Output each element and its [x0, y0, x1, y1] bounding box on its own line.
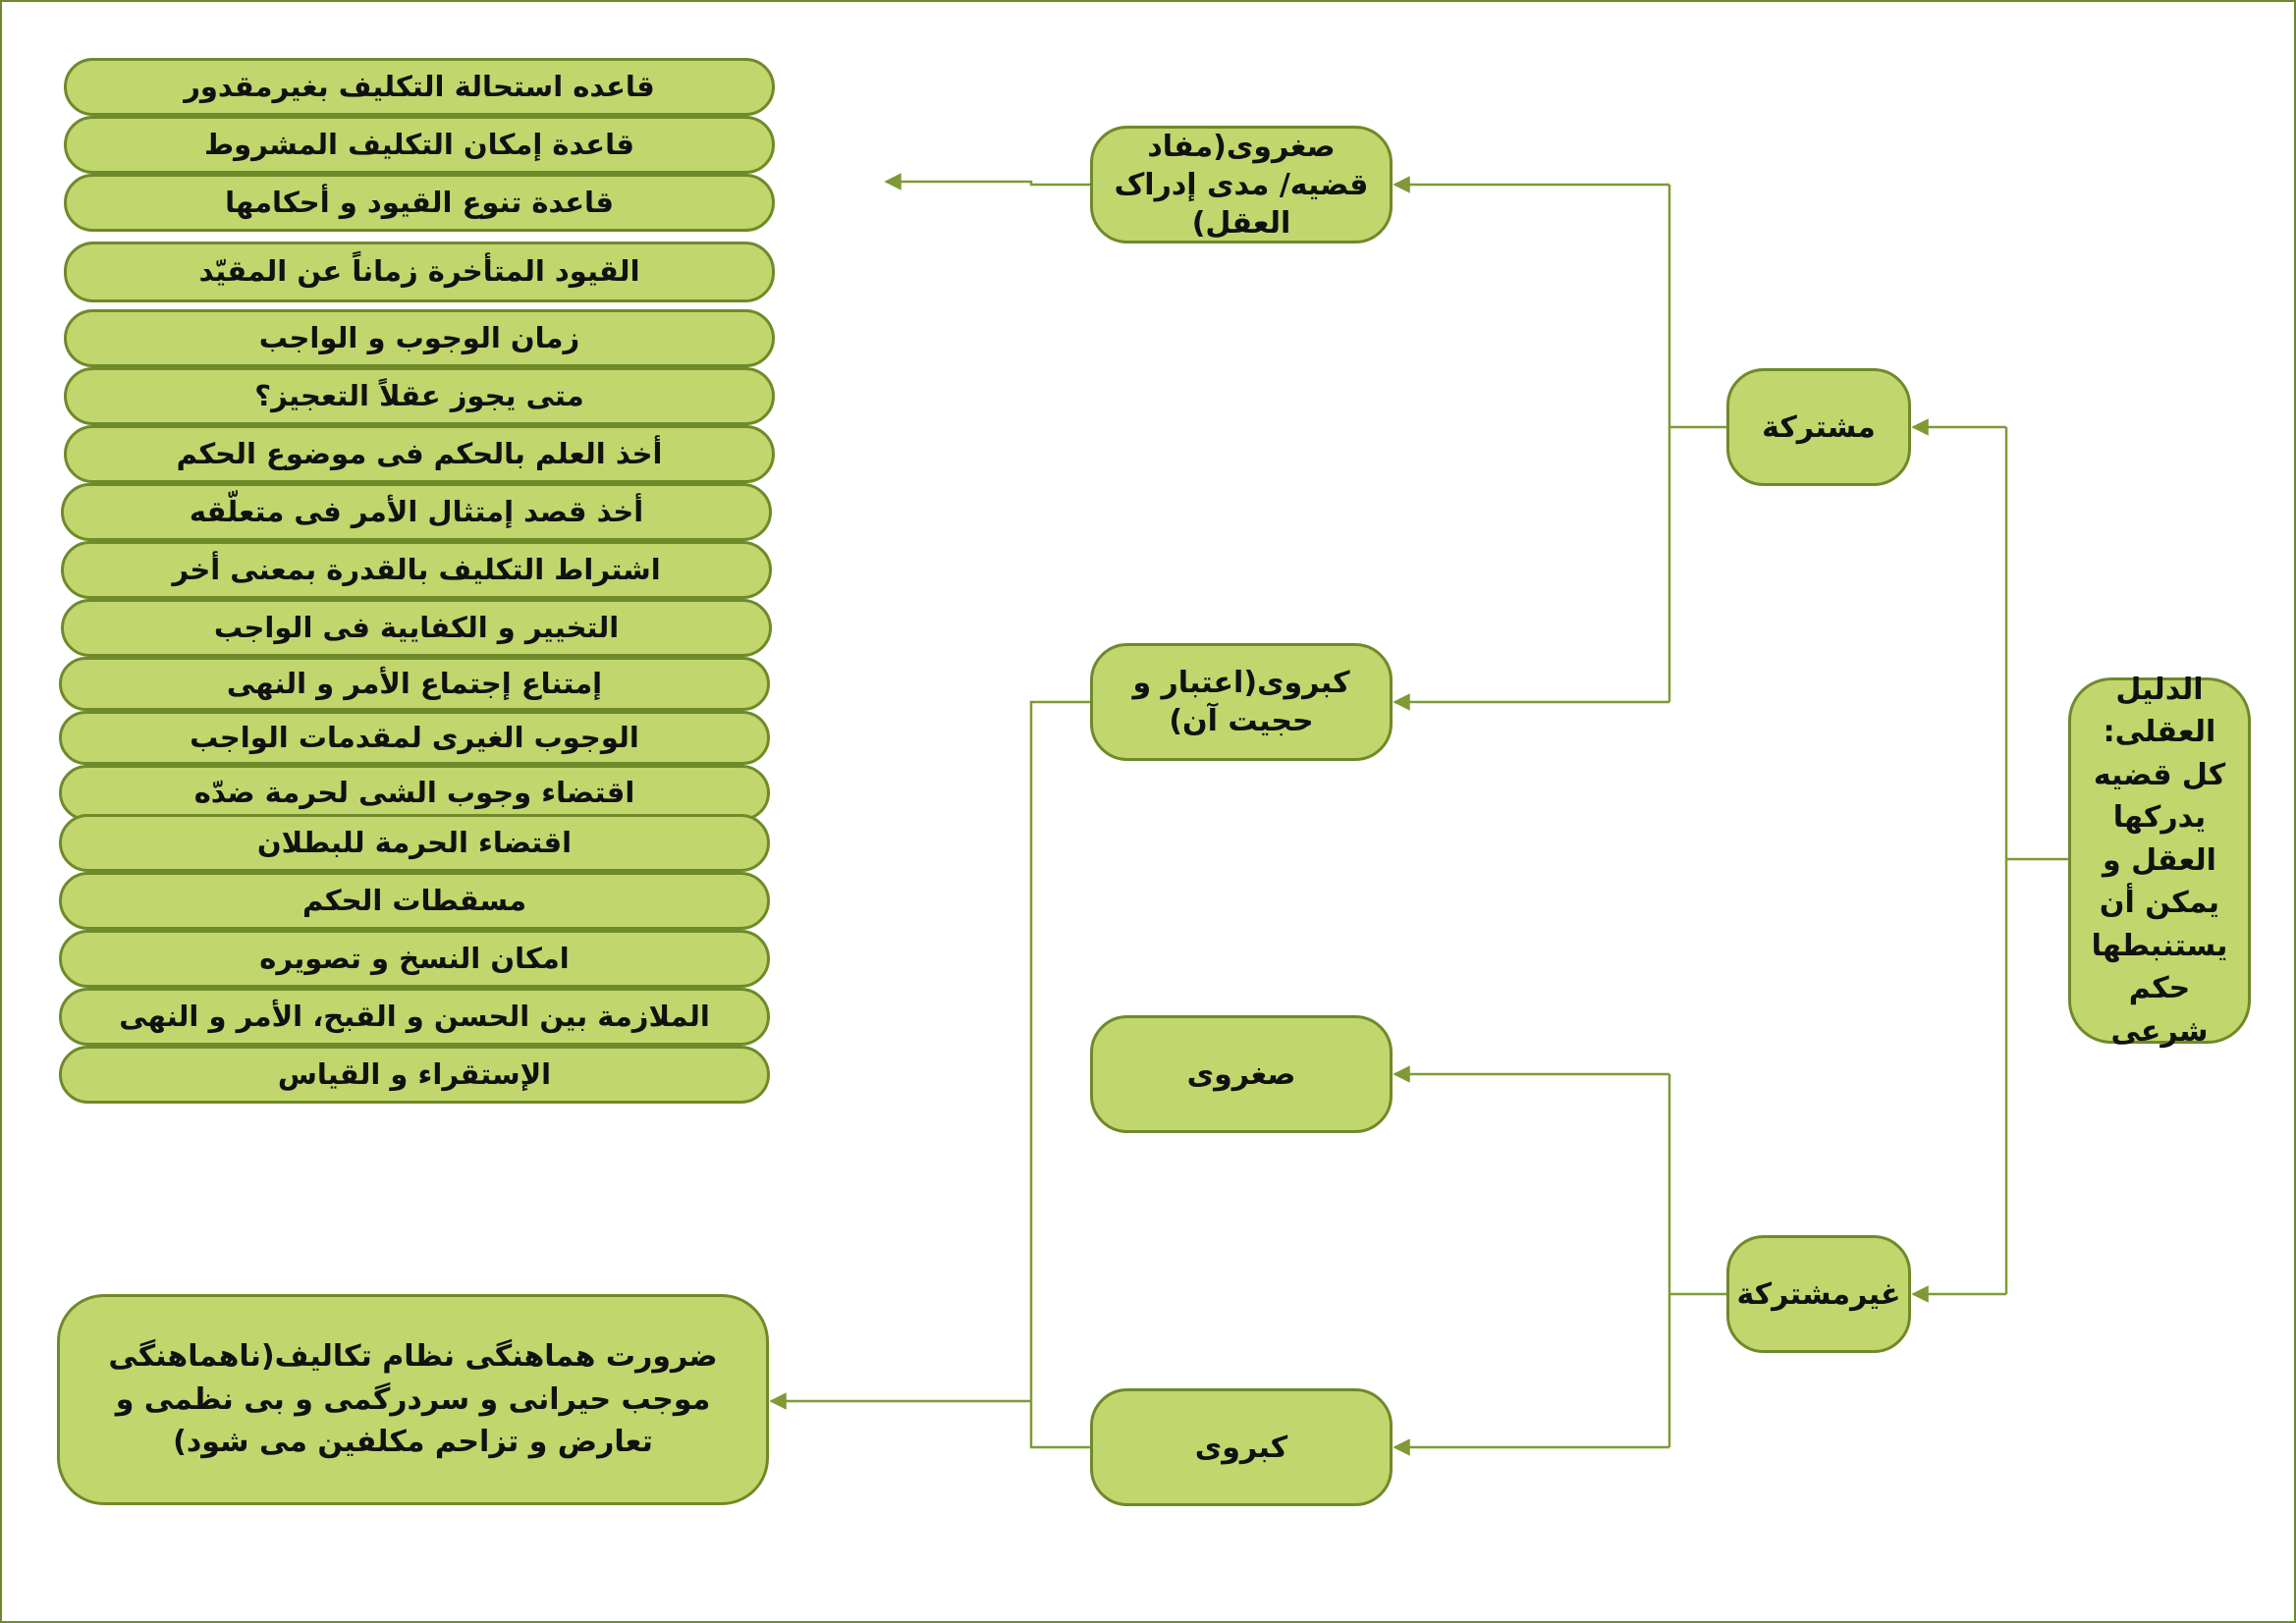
- unshared-major-node: [1090, 1388, 1393, 1506]
- rule-item: الوجوب الغيری لمقدمات الواجب: [59, 711, 770, 765]
- conclusion-text: ضرورت هماهنگی نظام تکاليف(ناهماهنگی موجب حيرانی و سردرگمی و بی نظمی و تعارض و تزاحم مکلفين می شود): [108, 1339, 718, 1460]
- rule-item: أخذ العلم بالحکم فی موضوع الحکم: [64, 425, 775, 483]
- connector-shared-major-down: [1031, 702, 1090, 1447]
- root-text: الدليل العقلی: کل قضيه يدرکها العقل و يمکن أن يستنبطها حکم شرعی: [2091, 672, 2228, 1049]
- connector-to-rules: [886, 182, 1090, 185]
- unshared-major-label: کبروی: [1194, 1430, 1288, 1465]
- rule-item: أخذ قصد إمتثال الأمر فی متعلّقه: [61, 483, 772, 541]
- shared-minor-node: [1090, 126, 1393, 243]
- rule-item: إمتناع إجتماع الأمر و النهی: [59, 657, 770, 711]
- rule-item: امکان النسخ و تصويره: [59, 930, 770, 988]
- conclusion-node: [57, 1294, 769, 1505]
- root-node: [2068, 672, 2251, 1049]
- unshared-label: غيرمشترکة: [1736, 1276, 1901, 1312]
- unshared-minor-label: صغروی: [1186, 1056, 1296, 1092]
- shared-node: [1726, 368, 1911, 486]
- rule-item: الملازمة بين الحسن و القبح، الأمر و النهی: [59, 988, 770, 1046]
- rule-item: اقتضاء الحرمة للبطلان: [59, 814, 770, 872]
- shared-label: مشترکة: [1762, 409, 1876, 445]
- shared-major-node: [1090, 643, 1393, 761]
- rule-item: التخيير و الکفايية فی الواجب: [61, 599, 772, 657]
- rule-item: قاعدة إمکان التکليف المشروط: [64, 116, 775, 174]
- shared-major-label: کبروی(اعتبار و حجيت آن): [1132, 666, 1350, 738]
- unshared-node: [1726, 1235, 1911, 1353]
- rule-item: قاعدة تنوع القيود و أحکامها: [64, 174, 775, 232]
- rule-item: زمان الوجوب و الواجب: [64, 309, 775, 367]
- rule-item: اشتراط التکليف بالقدرة بمعنی أخر: [61, 541, 772, 599]
- rule-item: متی يجوز عقلاً التعجيز؟: [64, 367, 775, 425]
- rule-item: القيود المتأخرة زماناً عن المقيّد: [64, 242, 775, 302]
- rule-item: مسقطات الحکم: [59, 872, 770, 930]
- rule-item: الإستقراء و القياس: [59, 1046, 770, 1104]
- rule-item: اقتضاء وجوب الشی لحرمة ضدّه: [59, 765, 770, 821]
- rule-item: قاعده استحالة التکليف بغيرمقدور: [64, 58, 775, 116]
- unshared-minor-node: [1090, 1015, 1393, 1133]
- shared-minor-label: صغروی(مفاد قضيه/ مدی إدراک العقل): [1114, 129, 1369, 241]
